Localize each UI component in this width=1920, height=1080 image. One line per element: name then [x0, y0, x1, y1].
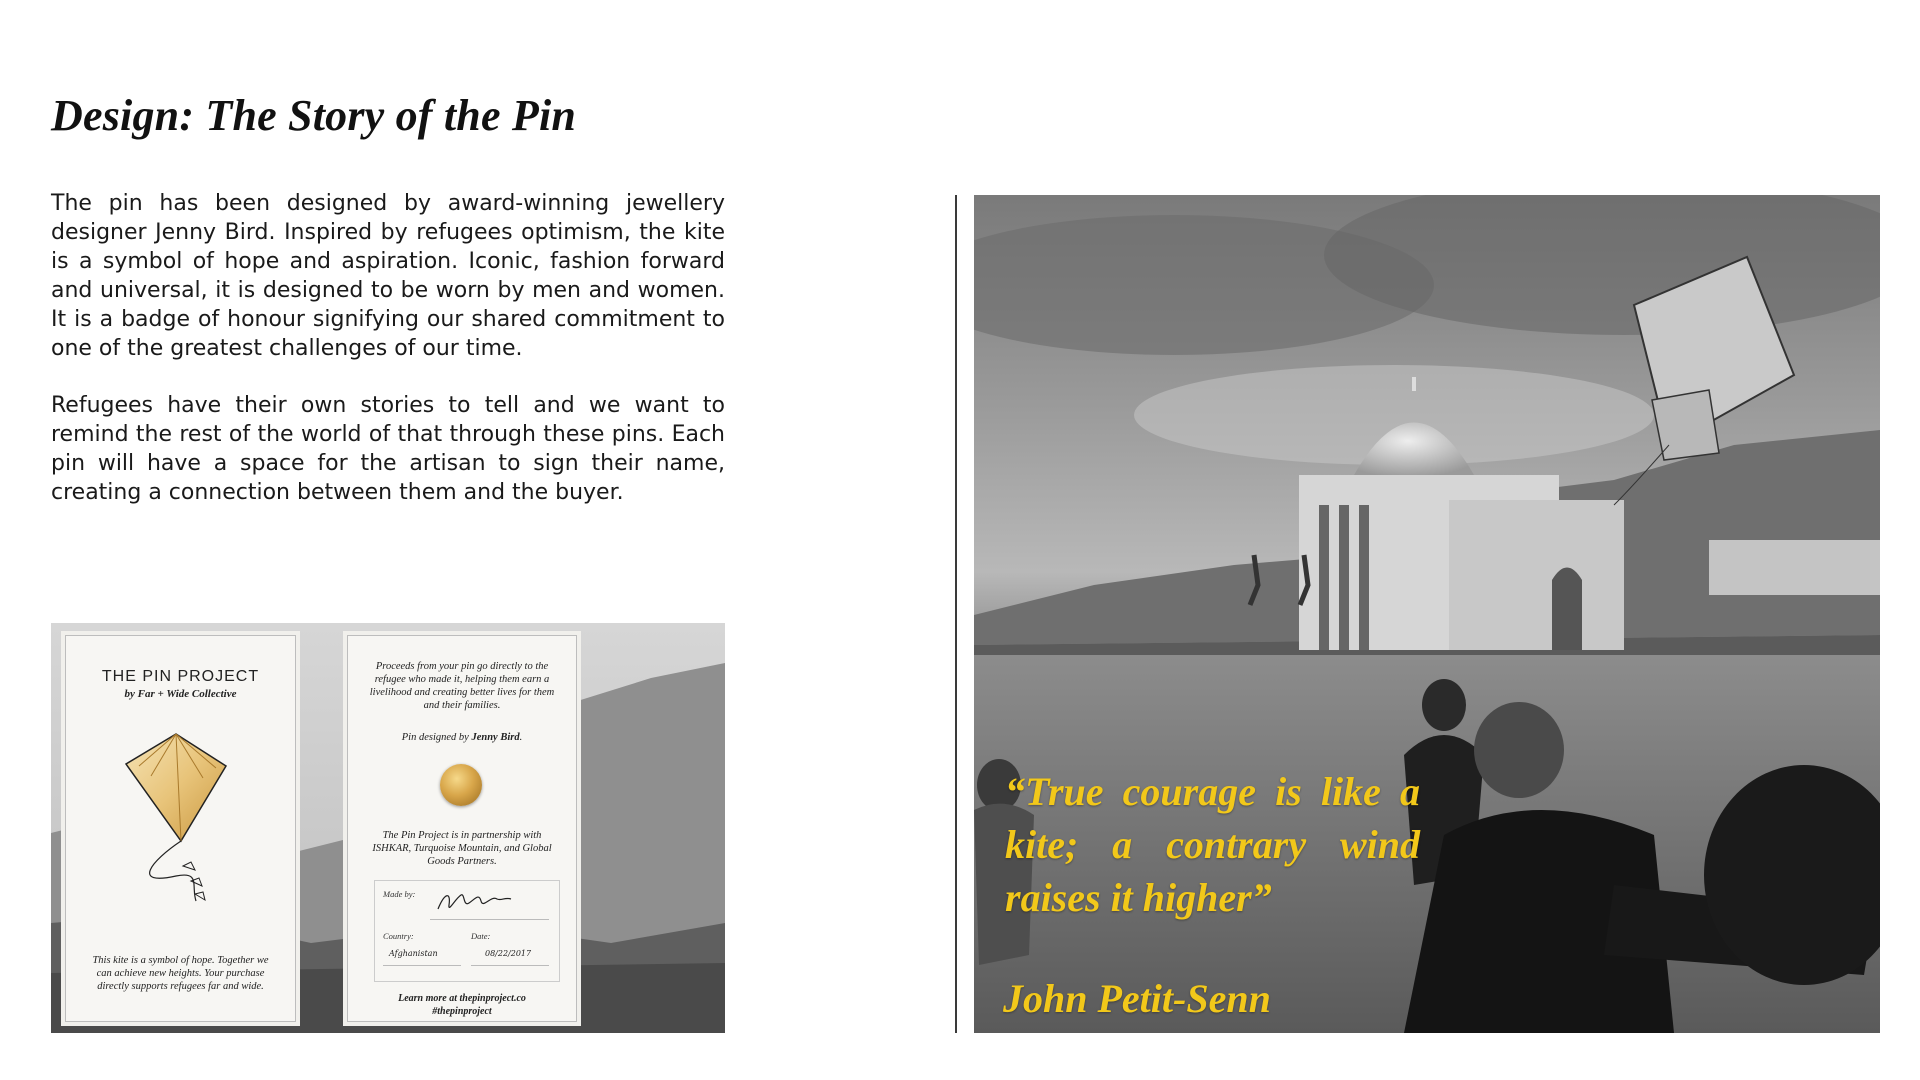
proceeds-text: Proceeds from your pin go directly to the refugee who made it, helping them earn a livelihood and creating better lives for them and their families.: [369, 661, 555, 711]
card-title: THE PIN PROJECT: [101, 668, 260, 685]
gold-pin-icon: [440, 764, 482, 806]
pin-cards-photo: [51, 623, 725, 1033]
quote-text: “True courage is like a kite; a contrary wind raises it higher”: [1005, 769, 1420, 920]
designer-name: Jenny Bird: [471, 732, 520, 743]
column-divider: [955, 195, 957, 1033]
date-line: [471, 965, 549, 966]
hashtag-text: #thepinproject: [432, 1006, 492, 1017]
country-line: [383, 965, 461, 966]
artisan-signature: [435, 887, 515, 917]
designed-by-suffix: .: [519, 732, 523, 743]
learn-more-text: [348, 992, 576, 1018]
kite-pin-icon: [121, 726, 241, 916]
pin-card-front: [65, 635, 296, 1022]
made-by-label: Made by:: [383, 889, 416, 899]
designed-by-text: [348, 732, 576, 743]
signature-box: [374, 880, 560, 982]
date-value: 08/22/2017: [485, 949, 532, 958]
partnership-text: The Pin Project is in partnership with ISHKAR, Turquoise Mountain, and Global Goods Partners.: [372, 830, 552, 867]
pin-card-back: [347, 635, 577, 1022]
country-value: Afghanistan: [389, 949, 438, 958]
intro-paragraph: The pin has been designed by award-winning jewellery designer Jenny Bird. Inspired by refugees optimism, the kite is a symbol of hope and aspiration. Iconic, fashion forward and universal, it is designed to be worn by men and women. It is a badge of honour signifying our shared commitment to one of the greatest challenges of our time.: [51, 191, 725, 361]
quote-author: John Petit-Senn: [1003, 976, 1271, 1021]
made-by-line: [430, 919, 549, 920]
page-title: Design: The Story of the Pin: [51, 91, 577, 140]
card-footer-text: This kite is a symbol of hope. Together we can achieve new heights. Your purchase directly supports refugees far and wide.: [92, 955, 269, 992]
stories-paragraph: Refugees have their own stories to tell and we want to remind the rest of the world of that through these pins. Each pin will have a space for the artisan to sign their name, creating a connection between them and the buyer.: [51, 393, 725, 505]
designed-by-prefix: Pin designed by: [401, 732, 469, 743]
card-subtitle: by Far + Wide Collective: [124, 688, 237, 700]
country-label: Country:: [383, 931, 414, 941]
learn-more-url: Learn more at thepinproject.co: [398, 993, 526, 1004]
date-label: Date:: [471, 931, 491, 941]
